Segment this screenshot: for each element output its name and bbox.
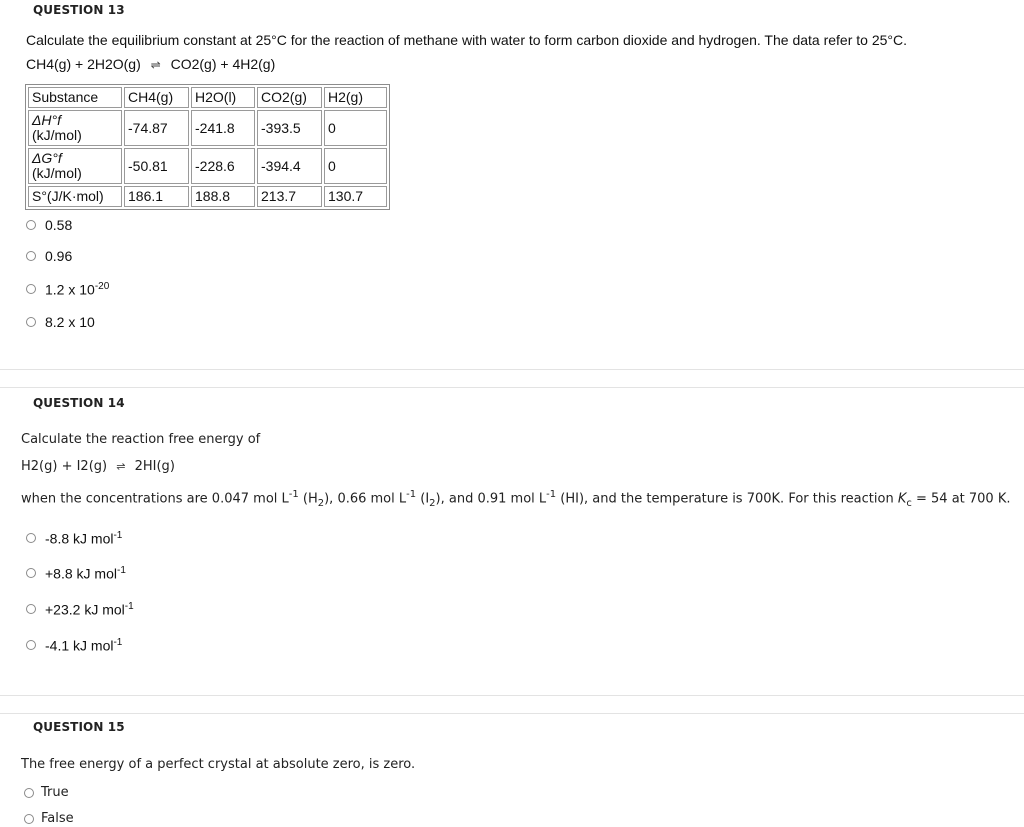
question-14-equation [21, 459, 175, 474]
option-label [45, 637, 122, 654]
subscript: 2 [317, 497, 325, 509]
question-13-prompt: Calculate the equilibrium constant at 25°C for the reaction of methane with water to form carbon dioxide and hydrogen. The data refer to 25°C. [26, 32, 907, 48]
q14-option-c[interactable] [26, 601, 134, 618]
q13-option-a[interactable] [26, 217, 72, 233]
exponent: -1 [406, 489, 417, 500]
conditions-text: ), and 0.91 mol L [435, 491, 547, 507]
table-cell: 0 [324, 148, 387, 184]
table-header-cell: CO2(g) [257, 87, 322, 108]
radio-button[interactable] [26, 284, 36, 294]
thermo-data-table [25, 84, 390, 210]
option-exponent: -1 [113, 637, 123, 648]
section-divider [0, 713, 1024, 714]
q14-option-a[interactable] [26, 530, 122, 547]
row-label-unit: (kJ/mol) [32, 165, 82, 181]
exponent: -1 [288, 489, 299, 500]
equation-reactants: CH4(g) + 2H2O(g) [26, 56, 141, 72]
table-row-label: S°(J/K·mol) [28, 186, 122, 207]
conditions-text: when the concentrations are 0.047 mol L [21, 491, 289, 507]
q13-option-c[interactable] [26, 281, 109, 298]
table-header-cell: CH4(g) [124, 87, 189, 108]
question-14-prompt: Calculate the reaction free energy of [21, 432, 261, 447]
q15-option-false[interactable] [24, 811, 74, 826]
option-label [45, 565, 126, 582]
conditions-text: (HI), and the temperature is 700K. For this reaction [556, 491, 898, 507]
row-label-symbol: ΔG°f [32, 150, 62, 166]
table-header-cell: H2O(l) [191, 87, 255, 108]
table-cell: 186.1 [124, 186, 189, 207]
section-divider [0, 369, 1024, 370]
option-label: 0.96 [45, 248, 73, 264]
row-label-unit: (kJ/mol) [32, 127, 82, 143]
option-label: False [41, 811, 74, 826]
table-row [28, 110, 387, 146]
table-cell: 213.7 [257, 186, 322, 207]
option-text: -8.8 kJ mol [45, 530, 114, 547]
section-divider [0, 695, 1024, 696]
option-label: True [41, 785, 69, 800]
exponent: -1 [546, 489, 557, 500]
table-row-label [28, 148, 122, 184]
question-14-title: QUESTION 14 [33, 396, 125, 410]
conditions-text: (I [416, 491, 430, 507]
equilibrium-arrow-icon: ⇌ [116, 460, 126, 473]
subscript: 2 [429, 497, 436, 509]
option-text: 1.2 x 10 [45, 281, 95, 298]
option-label [45, 601, 134, 618]
radio-button[interactable] [24, 788, 34, 798]
table-cell: -394.4 [257, 148, 322, 184]
question-13-equation [26, 56, 275, 72]
q14-option-b[interactable] [26, 565, 126, 582]
radio-button[interactable] [26, 317, 36, 327]
option-exponent: -1 [116, 565, 126, 576]
radio-button[interactable] [26, 568, 36, 578]
radio-button[interactable] [26, 220, 36, 230]
table-row [28, 186, 387, 207]
option-exponent: -1 [124, 601, 134, 612]
question-15-prompt: The free energy of a perfect crystal at absolute zero, is zero. [21, 757, 416, 772]
table-header-cell: H2(g) [324, 87, 387, 108]
question-13-title: QUESTION 13 [33, 3, 125, 17]
option-label: 0.58 [45, 217, 73, 233]
question-14-conditions [21, 489, 1011, 509]
equation-reactants: H2(g) + I2(g) [21, 459, 108, 474]
q14-option-d[interactable] [26, 637, 122, 654]
option-exponent: -20 [94, 281, 110, 292]
equation-products: CO2(g) + 4H2(g) [170, 56, 276, 72]
option-exponent: -1 [113, 530, 123, 541]
equilibrium-arrow-icon: ⇌ [150, 58, 161, 72]
equilibrium-constant-symbol: K [897, 491, 907, 507]
conditions-text: = 54 at 700 K. [911, 491, 1011, 507]
radio-button[interactable] [26, 604, 36, 614]
subscript: c [906, 497, 912, 509]
row-label-symbol: ΔH°f [32, 112, 61, 128]
option-text: +23.2 kJ mol [45, 601, 125, 618]
radio-button[interactable] [26, 533, 36, 543]
table-row-label [28, 110, 122, 146]
table-cell: -50.81 [124, 148, 189, 184]
table-cell: -74.87 [124, 110, 189, 146]
conditions-text: ), 0.66 mol L [324, 491, 407, 507]
q13-option-d[interactable] [26, 314, 95, 330]
radio-button[interactable] [26, 251, 36, 261]
table-header-cell: Substance [28, 87, 122, 108]
option-label: 8.2 x 10 [45, 314, 95, 330]
option-label [45, 281, 109, 298]
option-text: -4.1 kJ mol [45, 637, 114, 654]
q13-option-b[interactable] [26, 248, 72, 264]
table-cell: 130.7 [324, 186, 387, 207]
option-text: +8.8 kJ mol [45, 565, 117, 582]
section-divider [0, 387, 1024, 388]
table-row [28, 148, 387, 184]
option-label [45, 530, 122, 547]
equation-products: 2HI(g) [134, 459, 175, 474]
table-cell: -228.6 [191, 148, 255, 184]
table-cell: -393.5 [257, 110, 322, 146]
table-cell: 0 [324, 110, 387, 146]
q15-option-true[interactable] [24, 785, 69, 800]
radio-button[interactable] [24, 814, 34, 824]
table-header-row [28, 87, 387, 108]
conditions-text: (H [298, 491, 318, 507]
radio-button[interactable] [26, 640, 36, 650]
table-cell: -241.8 [191, 110, 255, 146]
question-15-title: QUESTION 15 [33, 720, 125, 734]
table-cell: 188.8 [191, 186, 255, 207]
